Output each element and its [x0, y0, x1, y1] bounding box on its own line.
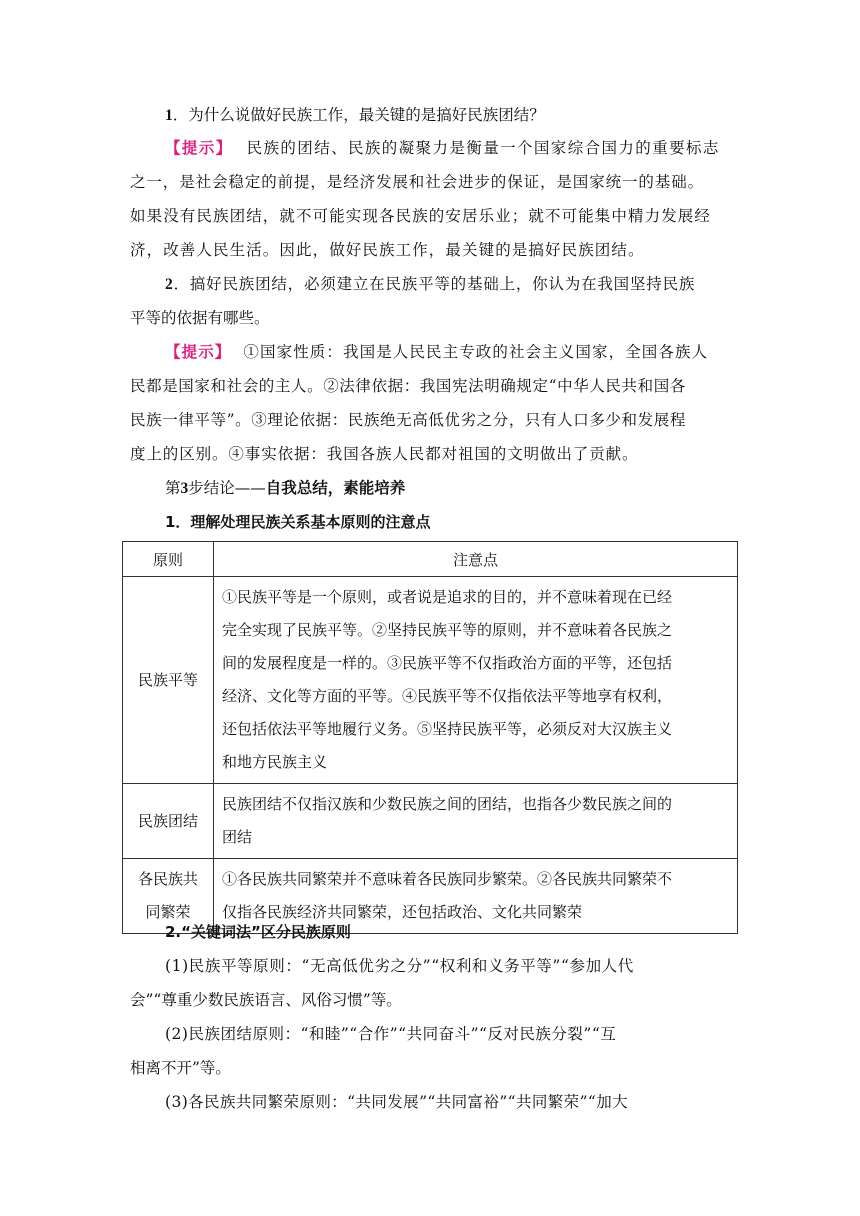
keyword-item-2-line-1: (2)民族团结原则：“和睦”“合作”“共同奋斗”“反对民族分裂”“互: [165, 1025, 617, 1043]
answer-2-line-2: 民都是国家和社会的主人。②法律依据：我国宪法明确规定“中华人民共和国各: [130, 377, 686, 395]
tip-label: 【提示】: [165, 138, 233, 157]
header-principle: 原则: [123, 542, 214, 577]
table-row: [123, 577, 738, 784]
answer-2-line-1: 【提示】 ①国家性质：我国是人民民主专政的社会主义国家，全国各族人: [165, 342, 709, 361]
principle-cell: 民族平等: [123, 577, 214, 784]
question-text: 为什么说做好民族工作，最关键的是搞好民族团结？: [188, 106, 545, 124]
answer-2-line-3: 民族一律平等”。③理论依据：民族绝无高低优劣之分，只有人口多少和发展程: [130, 411, 686, 429]
table-row: [123, 784, 738, 859]
table-header-row: [123, 542, 738, 577]
principle-cell: 各民族共 同繁荣: [123, 859, 214, 934]
answer-1-line-2: 之一，是社会稳定的前提，是经济发展和社会进步的保证，是国家统一的基础。: [130, 173, 705, 191]
principle-cell: 民族团结: [123, 784, 214, 859]
step-title: 自我总结，素能培养: [265, 479, 406, 497]
question-2-line-1: 2．搞好民族团结，必须建立在民族平等的基础上，你认为在我国坚持民族: [165, 275, 696, 293]
header-notes: 注意点: [214, 542, 738, 577]
section-1-title: 1．理解处理民族关系基本原则的注意点: [165, 513, 431, 531]
question-number: 2: [165, 276, 174, 293]
principles-table: [122, 541, 738, 934]
keyword-item-1-line-2: 会”“尊重少数民族语言、风俗习惯”等。: [130, 991, 402, 1009]
answer-1-line-1: 【提示】 民族的团结、民族的凝聚力是衡量一个国家综合国力的重要标志: [165, 138, 720, 157]
answer-1-line-4: 济，改善人民生活。因此，做好民族工作，最关键的是搞好民族团结。: [130, 241, 645, 259]
question-2-line-2: 平等的依据有哪些。: [130, 309, 270, 327]
section-2-title: 2.“关键词法”区分民族原则: [165, 923, 351, 941]
keyword-item-3-line-1: (3)各民族共同繁荣原则：“共同发展”“共同富裕”“共同繁荣”“加大: [165, 1093, 629, 1111]
notes-cell: ①民族平等是一个原则，或者说是追求的目的，并不意味着现在已经 完全实现了民族平等。②坚持民族平等的原则，并不意味着各民族之 间的发展程度是一样的。③民族平等不仅指政治方面的平等，还包括 经济、文化等方面的平等。④民族平等不仅指依法平等地享有权利， 还包括依法平等地履行义务。⑤坚持民族平等，必须反对大汉族主义 和地方民族主义: [214, 577, 738, 784]
notes-cell: ①各民族共同繁荣并不意味着各民族同步繁荣。②各民族共同繁荣不 仅指各民族经济共同繁荣，还包括政治、文化共同繁荣: [214, 859, 738, 934]
step-heading: 第3步结论——自我总结，素能培养: [165, 479, 406, 497]
tip-label: 【提示】: [165, 342, 232, 361]
keyword-item-1-line-1: (1)民族平等原则：“无高低优劣之分”“权利和义务平等”“参加人代: [165, 957, 634, 975]
answer-1-line-3: 如果没有民族团结，就不可能实现各民族的安居乐业；就不可能集中精力发展经: [130, 207, 712, 225]
answer-2-line-4: 度上的区别。④事实依据：我国各族人民都对祖国的文明做出了贡献。: [130, 445, 639, 463]
question-number: 1: [165, 107, 173, 124]
question-1: 1．为什么说做好民族工作，最关键的是搞好民族团结？: [165, 106, 545, 124]
notes-cell: 民族团结不仅指汉族和少数民族之间的团结，也指各少数民族之间的 团结: [214, 784, 738, 859]
keyword-item-2-line-2: 相离不开”等。: [130, 1059, 231, 1077]
